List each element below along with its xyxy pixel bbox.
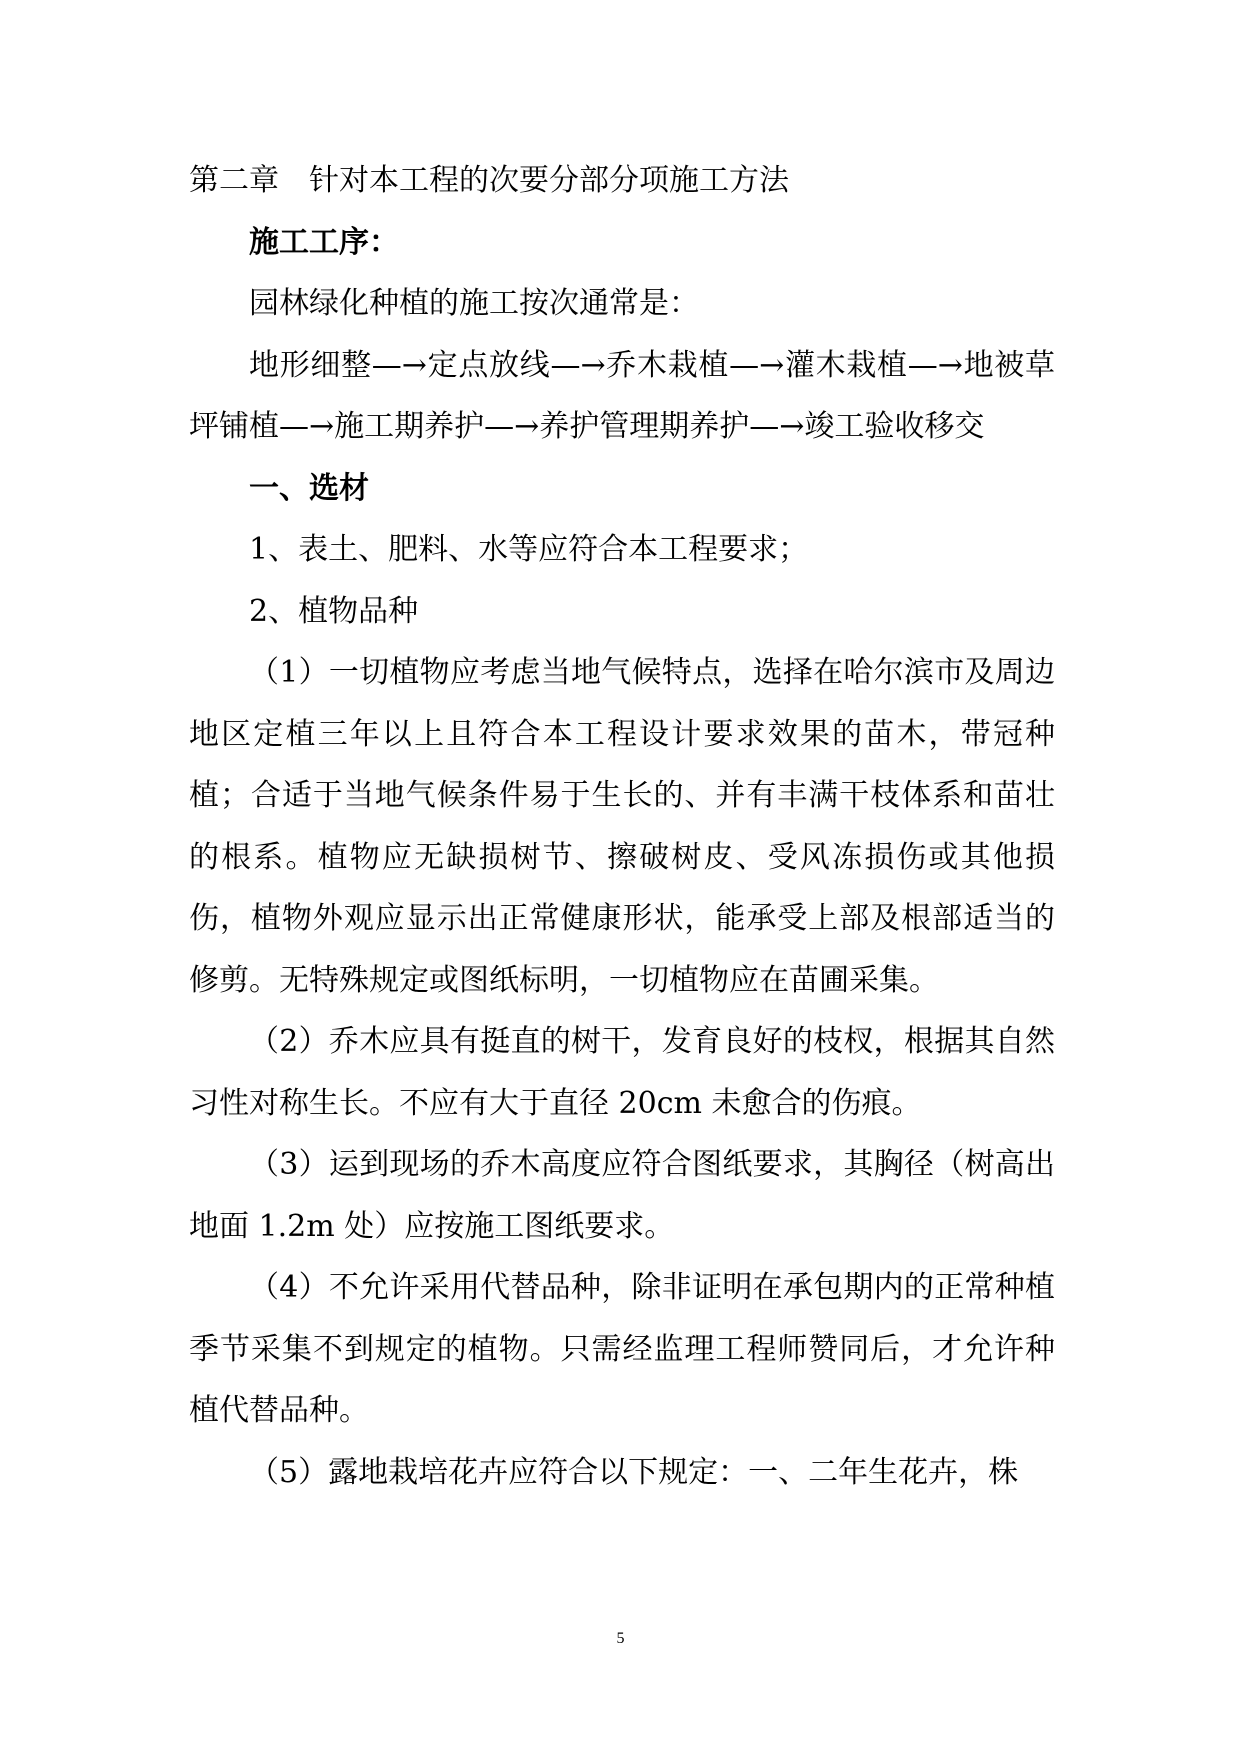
sub-item-4: （4）不允许采用代替品种，除非证明在承包期内的正常种植季节采集不到规定的植物。只需经监理工程师赞同后，才允许种植代替品种。	[189, 1270, 1055, 1428]
section-heading-process: 施工工序：	[249, 224, 399, 260]
list-item-1: 1、表土、肥料、水等应符合本工程要求；	[249, 532, 809, 567]
paragraph-intro: 园林绿化种植的施工按次通常是：	[249, 286, 699, 321]
sub-item-2: （2）乔木应具有挺直的树干，发育良好的枝杈，根据其自然习性对称生长。不应有大于直径 20cm 未愈合的伤痕。	[189, 1024, 1055, 1121]
page-number: 5	[616, 1630, 625, 1647]
page-content	[189, 150, 1055, 1503]
chapter-title: 第二章 针对本工程的次要分部分项施工方法	[189, 163, 789, 198]
sub-item-3: （3）运到现场的乔木高度应符合图纸要求，其胸径（树高出地面 1.2m 处）应按施工图纸要求。	[189, 1147, 1055, 1244]
sub-item-1: （1）一切植物应考虑当地气候特点，选择在哈尔滨市及周边地区定植三年以上且符合本工程设计要求效果的苗木，带冠种植；合适于当地气候条件易于生长的、并有丰满干枝体系和苗壮的根系。植物应无缺损树节、擦破树皮、受风冻损伤或其他损伤，植物外观应显示出正常健康形状，能承受上部及根部适当的修剪。无特殊规定或图纸标明，一切植物应在苗圃采集。	[189, 655, 1055, 998]
paragraph-sequence: 地形细整—→定点放线—→乔木栽植—→灌木栽植—→地被草坪铺植—→施工期养护—→养护管理期养护—→竣工验收移交	[189, 347, 1055, 444]
sub-item-5: （5）露地栽培花卉应符合以下规定：一、二年生花卉，株	[249, 1454, 1019, 1490]
section-heading-materials: 一、选材	[249, 470, 369, 506]
list-item-2: 2、植物品种	[249, 593, 419, 629]
